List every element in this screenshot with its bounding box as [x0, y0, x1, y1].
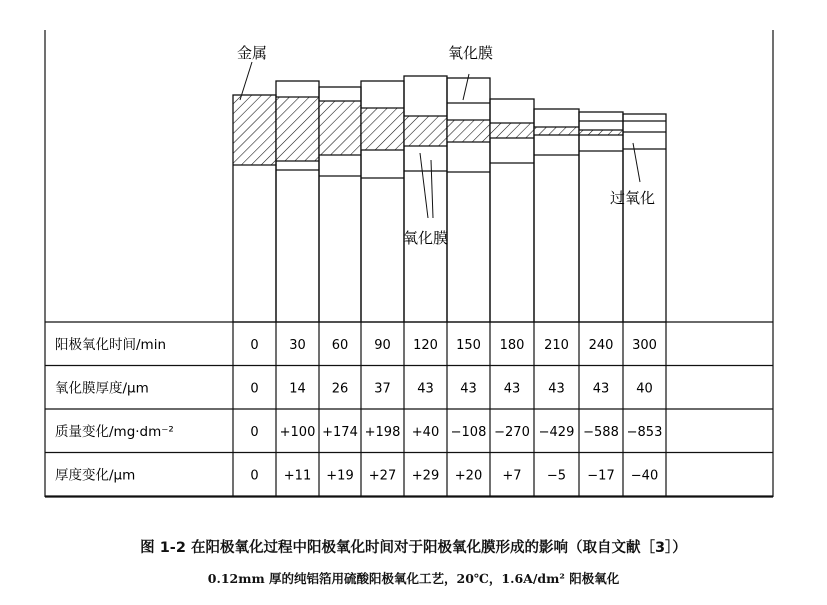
table-cell: −429 — [538, 424, 575, 440]
table-cell: 210 — [544, 337, 569, 353]
metal-hatch-band — [447, 120, 490, 142]
metal-hatch-band — [361, 108, 404, 150]
table-row-label: 质量变化/mg·dm⁻² — [55, 423, 174, 440]
table-row-label: 厚度变化/μm — [55, 467, 136, 484]
metal-hatch-band — [490, 123, 534, 138]
table-cell: 43 — [417, 381, 434, 397]
table-cell: +198 — [364, 424, 401, 440]
bar-outline — [623, 114, 666, 322]
table-cell: 0 — [250, 468, 259, 484]
caption-subtitle: 0.12mm 厚的纯铝箔用硫酸阳极氧化工艺，20℃，1.6A/dm² 阳极氧化 — [207, 571, 620, 586]
table-cell: +20 — [454, 468, 483, 484]
table-cell: 0 — [250, 424, 259, 440]
table-cell: −17 — [587, 468, 615, 484]
table-cell: 300 — [632, 337, 657, 353]
table-cell: +19 — [326, 468, 354, 484]
oxide-bottom-leader-b — [431, 160, 433, 218]
table-cell: 43 — [503, 381, 521, 397]
table-cell: +27 — [368, 468, 397, 484]
table-cell: 26 — [331, 381, 349, 397]
data-table — [45, 322, 773, 496]
table-cell: +174 — [322, 424, 358, 440]
table-cell: 60 — [331, 337, 349, 353]
table-row-label: 阳极氧化时间/min — [55, 336, 167, 353]
table-cell: +11 — [283, 468, 312, 484]
table-cell: 43 — [548, 381, 565, 397]
metal-leader-line — [240, 62, 252, 100]
table-cell: 120 — [413, 337, 438, 353]
table-row-label: 氧化膜厚度/μm — [55, 380, 149, 397]
table-cell: 43 — [460, 381, 477, 397]
table-cell: −588 — [583, 424, 619, 440]
table-cell: 180 — [499, 337, 525, 353]
table-cell: 14 — [289, 381, 306, 397]
metal-hatch-band — [404, 116, 447, 146]
figure-number: 图 1-2 — [140, 540, 186, 556]
table-cell: +7 — [502, 468, 522, 484]
table-cell: 43 — [592, 381, 610, 397]
table-cell: +100 — [279, 424, 316, 440]
oxide-top-label: 氧化膜 — [448, 44, 494, 62]
bar-outline — [579, 112, 623, 322]
oxide-bottom-label: 氧化膜 — [403, 229, 449, 247]
metal-label: 金属 — [237, 44, 268, 62]
table-cell: 90 — [374, 337, 391, 353]
table-cell: −270 — [494, 424, 530, 440]
bars-group — [233, 76, 666, 322]
metal-hatch-band — [276, 97, 319, 161]
metal-hatch-band — [233, 95, 276, 165]
table-cell: −40 — [630, 468, 659, 484]
table-cell: 37 — [374, 381, 391, 397]
table-cell: −5 — [546, 468, 567, 484]
figure-title: 在阳极氧化过程中阳极氧化时间对于阳极氧化膜形成的影响（取自文献［3］） — [185, 540, 687, 556]
table-cell: 0 — [250, 381, 259, 397]
over-oxidation-label: 过氧化 — [610, 189, 656, 207]
table-cell: 150 — [456, 337, 481, 353]
caption-title — [0, 536, 827, 557]
table-cell: +40 — [411, 424, 440, 440]
oxide-bottom-leader-a — [420, 153, 428, 218]
table-cell: −108 — [450, 424, 487, 440]
table-cell: −853 — [626, 424, 663, 440]
bar-outline — [447, 78, 490, 322]
table-cell: 40 — [636, 381, 653, 397]
bar-outline — [534, 109, 579, 322]
table-cell: 240 — [588, 337, 614, 353]
metal-hatch-band — [579, 130, 623, 135]
table-cell: +29 — [411, 468, 440, 484]
metal-hatch-band — [534, 127, 579, 135]
table-cell: 0 — [250, 337, 259, 353]
metal-hatch-band — [319, 101, 361, 155]
table-cell: 30 — [289, 337, 306, 353]
